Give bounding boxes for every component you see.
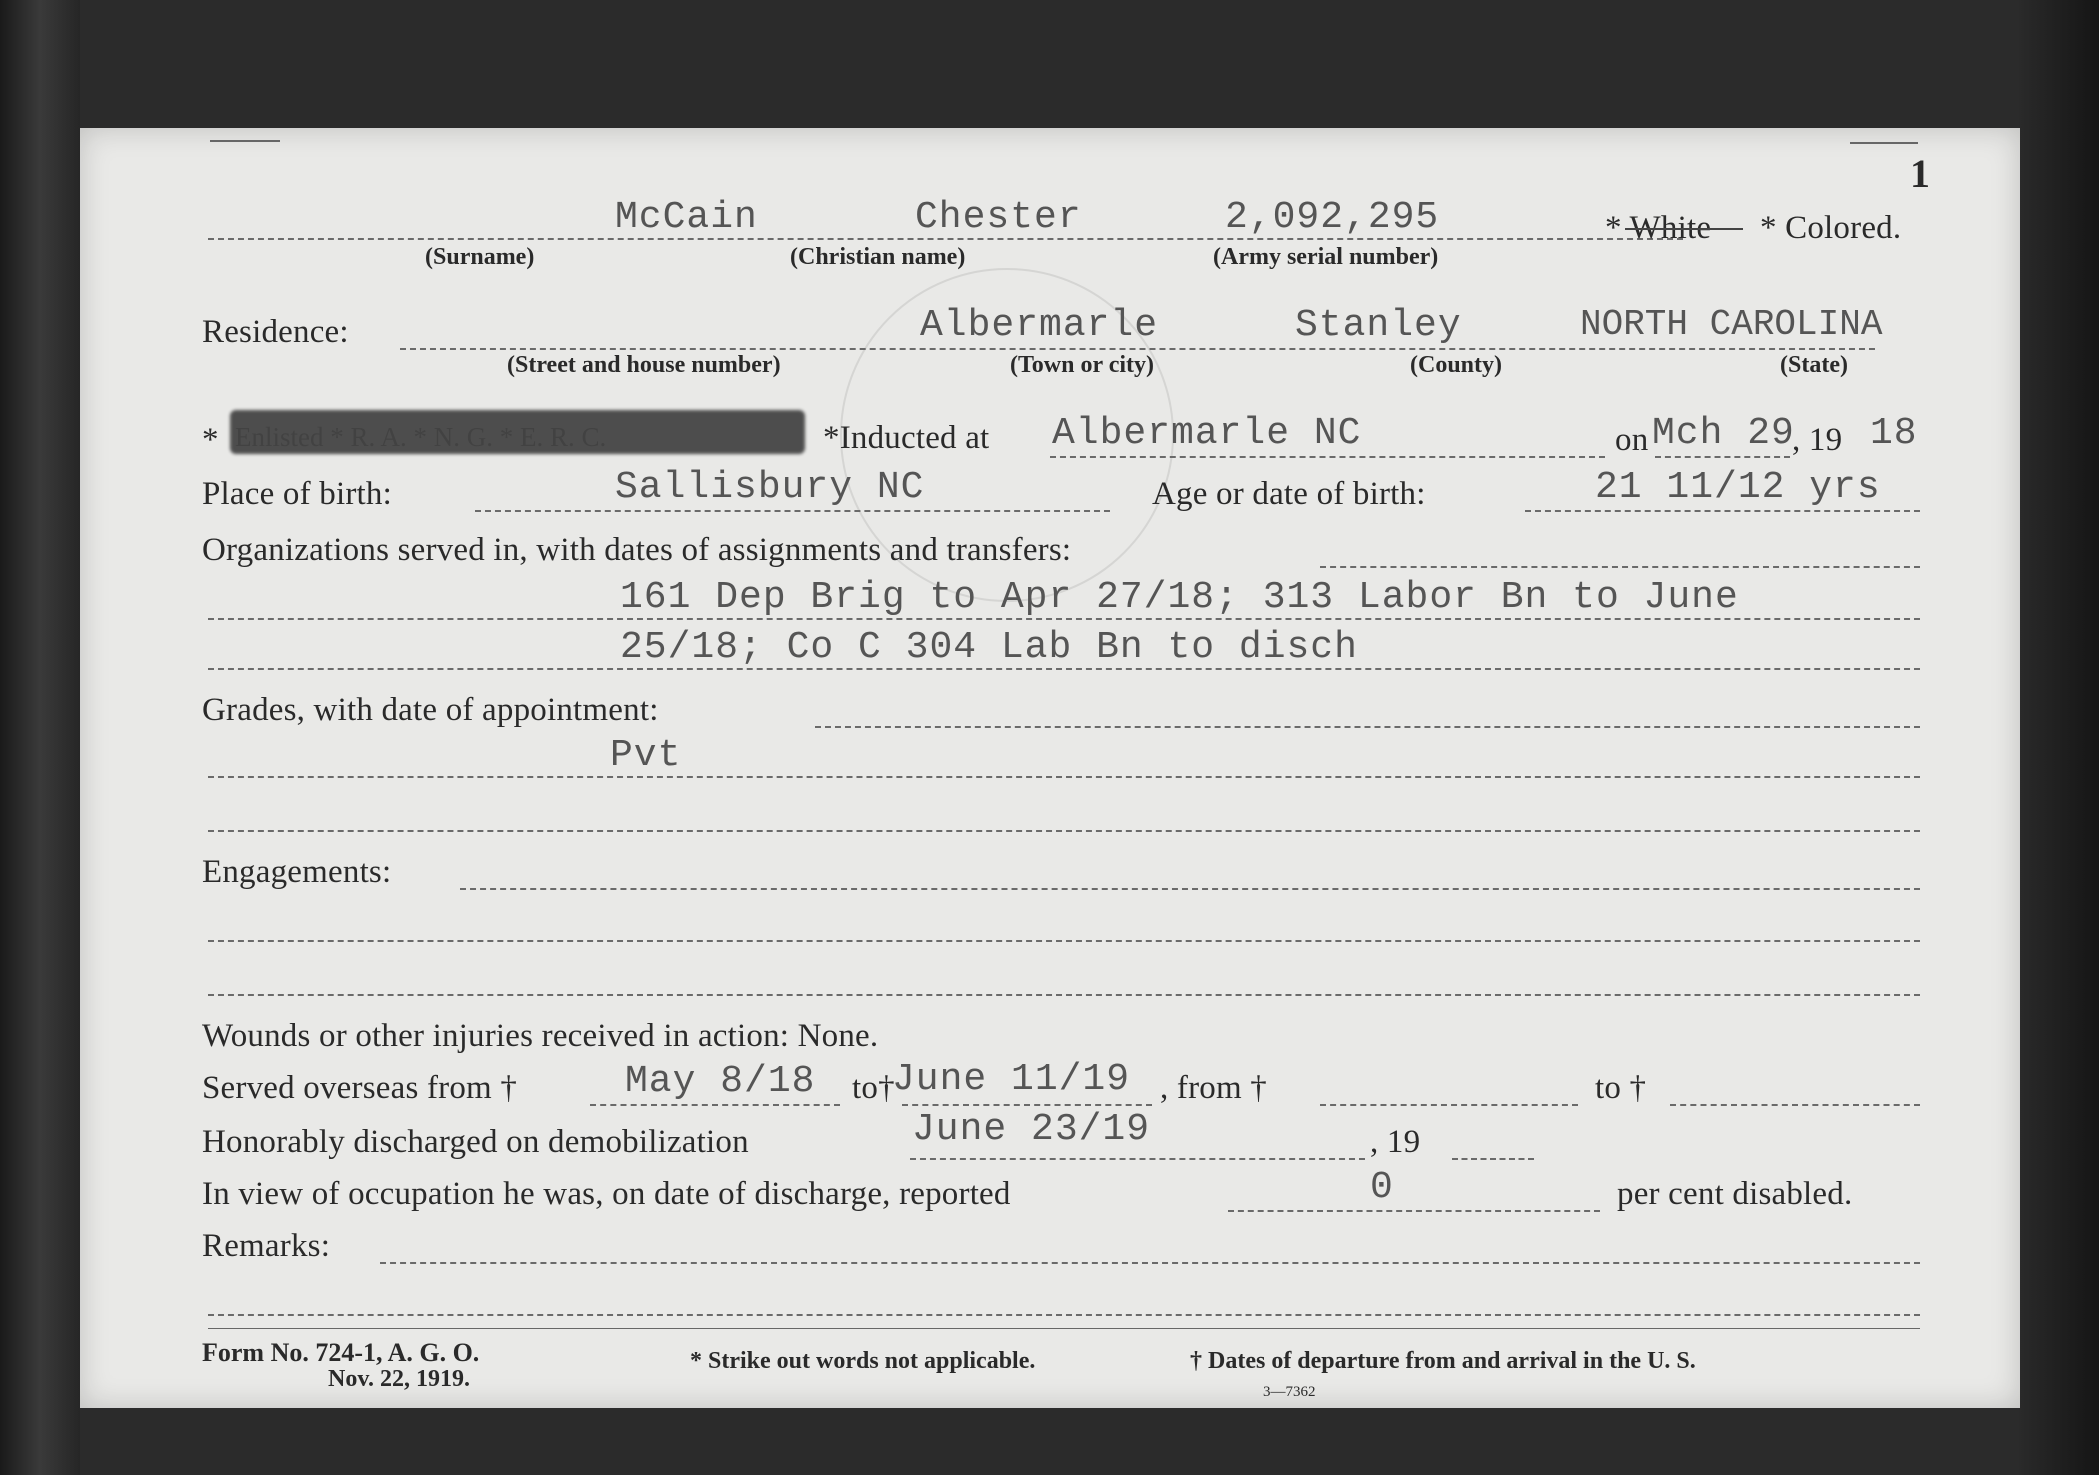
caption-surname: (Surname) — [425, 244, 535, 270]
inducted-label: *Inducted at — [823, 420, 990, 456]
serial-number-value: 2,092,295 — [1225, 196, 1440, 239]
second-from-label: , from † — [1160, 1070, 1267, 1106]
organizations-value-2: 25/18; Co C 304 Lab Bn to disch — [620, 626, 1358, 669]
organizations-value-1: 161 Dep Brig to Apr 27/18; 313 Labor Bn to June — [620, 576, 1739, 619]
engagements-line-1 — [208, 940, 1920, 942]
age-value: 21 11/12 yrs — [1595, 466, 1881, 509]
race-white: * White — [1605, 210, 1712, 246]
induction-year-value: 18 — [1870, 412, 1918, 455]
induction-date-line — [1655, 456, 1790, 458]
discharge-year-line — [1452, 1158, 1534, 1160]
caption-christian-name: (Christian name) — [790, 244, 966, 270]
inducted-line — [1050, 456, 1605, 458]
induction-date-value: Mch 29 — [1652, 412, 1795, 455]
town-value: Albermarle — [920, 304, 1159, 347]
top-right-rule — [1850, 142, 1918, 144]
scan-background-right — [2019, 0, 2099, 1475]
on-label: on — [1615, 422, 1649, 458]
enlisted-redaction — [230, 410, 805, 454]
birth-place-label: Place of birth: — [202, 476, 392, 512]
footnote-dates: † Dates of departure from and arrival in the U. S. — [1190, 1348, 1696, 1374]
print-code: 3—7362 — [1263, 1384, 1316, 1400]
engagements-line-0 — [460, 888, 1920, 890]
enlisted-asterisk: * — [202, 422, 219, 458]
wounds-label: Wounds or other injuries received in action: None. — [202, 1018, 879, 1054]
grade-value: Pvt — [610, 734, 682, 777]
caption-street: (Street and house number) — [507, 352, 781, 378]
overseas-to-value: June 11/19 — [892, 1058, 1131, 1101]
remarks-label: Remarks: — [202, 1228, 331, 1264]
county-value: Stanley — [1295, 304, 1462, 347]
remarks-line-1 — [208, 1314, 1920, 1316]
surname-value: McCain — [615, 196, 758, 239]
residence-line — [400, 348, 1875, 350]
race-white-strikeout — [1625, 228, 1743, 230]
overseas-to-line — [902, 1104, 1152, 1106]
caption-county: (County) — [1410, 352, 1503, 378]
discharge-label: Honorably discharged on demobilization — [202, 1124, 749, 1160]
footnote-strike-out: * Strike out words not applicable. — [690, 1348, 1036, 1374]
occupation-label: In view of occupation he was, on date of discharge, reported — [202, 1176, 1011, 1212]
age-label: Age or date of birth: — [1152, 476, 1426, 512]
age-line — [1525, 510, 1920, 512]
christian-name-value: Chester — [915, 196, 1082, 239]
caption-serial-number: (Army serial number) — [1213, 244, 1439, 270]
form-number: Form No. 724-1, A. G. O. — [202, 1338, 480, 1367]
engagements-line-2 — [208, 994, 1920, 996]
discharge-year-prefix: , 19 — [1370, 1124, 1421, 1160]
form-date: Nov. 22, 1919. — [328, 1366, 471, 1392]
organizations-label: Organizations served in, with dates of assignments and transfers: — [202, 532, 1072, 568]
scan-background-left — [0, 0, 80, 1475]
grades-label: Grades, with date of appointment: — [202, 692, 659, 728]
discharge-line — [910, 1158, 1365, 1160]
second-to-label: to † — [1595, 1070, 1647, 1106]
grades-line-0 — [815, 726, 1920, 728]
organizations-line-0 — [1320, 566, 1920, 568]
second-to-line — [1670, 1104, 1920, 1106]
caption-state: (State) — [1780, 352, 1848, 378]
grades-line-2 — [208, 830, 1920, 832]
second-from-line — [1320, 1104, 1578, 1106]
discharge-date-value: June 23/19 — [912, 1108, 1151, 1151]
service-record-card — [80, 128, 2020, 1408]
card-number: 1 — [1910, 151, 1930, 196]
race-colored: * Colored. — [1760, 210, 1902, 246]
disabled-label: per cent disabled. — [1617, 1176, 1853, 1212]
disability-value: 0 — [1370, 1166, 1394, 1209]
grades-line-1 — [208, 776, 1920, 778]
state-value: NORTH CAROLINA — [1580, 304, 1883, 345]
caption-town: (Town or city) — [1010, 352, 1154, 378]
footer-rule — [208, 1328, 1920, 1329]
overseas-from-value: May 8/18 — [625, 1060, 816, 1103]
overseas-to-label: to† — [852, 1070, 895, 1106]
disability-line — [1228, 1210, 1600, 1212]
residence-label: Residence: — [202, 314, 349, 350]
birth-place-value: Sallisbury NC — [615, 466, 925, 509]
induction-year-prefix: , 19 — [1792, 422, 1843, 458]
engagements-label: Engagements: — [202, 854, 392, 890]
top-left-rule — [210, 140, 280, 142]
inducted-at-value: Albermarle NC — [1052, 412, 1362, 455]
birth-place-line — [475, 510, 1110, 512]
remarks-line-0 — [380, 1262, 1920, 1264]
overseas-label: Served overseas from † — [202, 1070, 518, 1106]
overseas-from-line — [590, 1104, 840, 1106]
